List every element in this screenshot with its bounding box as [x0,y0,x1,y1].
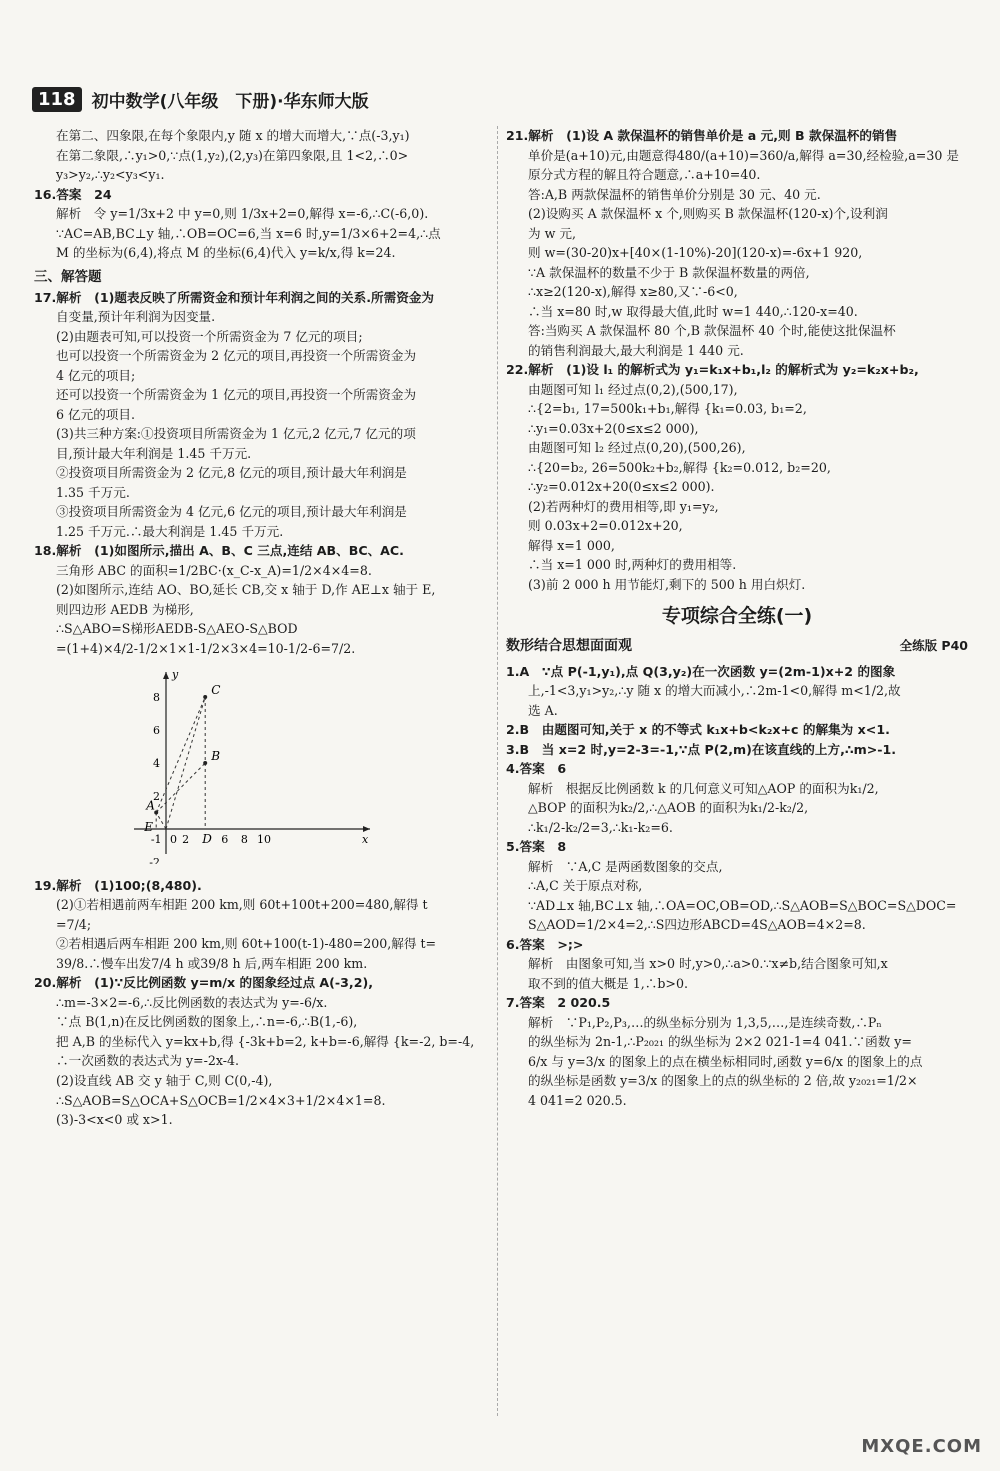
answer-line: ∴S△ABO=S梯形AEDB-S△AEO-S△BOD [56,621,298,637]
answer-line: 由题图可知 l₂ 经过点(0,20),(500,26), [528,440,746,456]
x-tick-label: 8 [240,833,248,847]
answer-line: ∵A 款保温杯的数量不少于 B 款保温杯数量的两倍, [528,264,810,280]
section-heading: 三、解答题 [34,268,102,285]
y-tick-label: -2 [149,856,160,865]
answer-line: =7/4; [56,916,92,932]
y-tick-label: 2 [153,790,160,804]
answer-line: 自变量,预计年利润为因变量. [56,309,216,325]
watermark-logo: MXQE.COM [861,1436,982,1457]
column-divider [497,126,498,1416]
answer-line: ∴{2=b₁, 17=500k₁+b₁,解得 {k₁=0.03, b₁=2, [528,401,807,417]
special-section-title: 专项综合全练(一) [661,605,813,628]
answer-line: 原分式方程的解且符合题意,∴a+10=40. [528,167,761,183]
answer-line: 4 041=2 020.5. [528,1092,627,1108]
answer-line: (2)如图所示,连结 AO、BO,延长 CB,交 x 轴于 D,作 AE⊥x 轴于 E, [56,582,436,598]
answer-line: 答:当购买 A 款保温杯 80 个,B 款保温杯 40 个时,能使这批保温杯 [528,323,896,339]
answer-line: 解析 由图象可知,当 x>0 时,y>0,∴a>0.∵x≠b,结合图象可知,x [528,956,888,972]
answer-line: (3)共三种方案:①投资项目所需资金为 1 亿元,2 亿元,7 亿元的项 [56,426,416,442]
point-c [203,695,207,699]
question-line: 20.解析 (1)∵反比例函数 y=m/x 的图象经过点 A(-3,2), [34,975,373,991]
answer-line: y₃>y₂,∴y₂<y₃<y₁. [56,167,165,183]
answer-line: M 的坐标为(6,4),将点 M 的坐标(6,4)代入 y=k/x,得 k=24. [56,245,396,261]
page-header [32,84,369,114]
point-label-c: C [211,683,221,698]
segment-ab [156,763,205,813]
point-label-b: B [211,749,221,764]
answer-line: 解析 根据反比例函数 k 的几何意义可知△AOP 的面积为k₁/2, [528,780,879,796]
answer-line: (2)由题表可知,可以投资一个所需资金为 7 亿元的项目; [56,328,363,344]
question-line: 3.B 当 x=2 时,y=2-3=-1,∵点 P(2,m)在该直线的上方,∴m>-1. [506,741,897,757]
question-line: 7.答案 2 020.5 [506,995,611,1011]
answer-line: 解析 令 y=1/3x+2 中 y=0,则 1/3x+2=0,解得 x=-6,∴C(-6,0). [56,206,429,222]
question-line: 18.解析 (1)如图所示,描出 A、B、C 三点,连结 AB、BC、AC. [34,543,404,559]
answer-line: 上,-1<3,y₁>y₂,∴y 随 x 的增大而减小,∴2m-1<0,解得 m<1/2,故 [528,683,901,699]
answer-line: ∴y₂=0.012x+20(0≤x≤2 000). [528,479,715,495]
special-section-subtitle [506,636,968,658]
answer-line: (2)①若相遇前两车相距 200 km,则 60t+100t+200=480,解得 t [56,897,428,913]
question-line: 4.答案 6 [506,761,567,777]
x-tick-label: 6 [221,833,229,847]
point-label-e: E [144,820,153,835]
answer-line: 的纵坐标是函数 y=3/x 的图象上的点的纵坐标的 2 倍,故 y₂₀₂₁=1/2× [528,1073,918,1089]
question-line: 6.答案 >;> [506,936,584,952]
answer-line: ②若相遇后两车相距 200 km,则 60t+100(t-1)-480=200,解得 t= [56,936,437,952]
answer-line: ②投资项目所需资金为 2 亿元,8 亿元的项目,预计最大年利润是 [56,465,407,481]
answer-line: ∵AC=AB,BC⊥y 轴,∴OB=OC=6,当 x=6 时,y=1/3×6+2=4,∴点 [56,225,441,241]
subtitle-text: 数形结合思想面面观 [506,637,632,654]
answer-line: 6 亿元的项目. [56,406,135,422]
answer-line: ∴一次函数的表达式为 y=-2x-4. [56,1053,240,1069]
answer-line: ∴S△AOB=S△OCA+S△OCB=1/2×4×3+1/2×4×1=8. [56,1092,386,1108]
answer-line: ∴A,C 关于原点对称, [528,878,643,894]
answer-line: 1.35 千万元. [56,484,130,500]
page-number: 118 [32,87,82,112]
answer-line: ∵点 B(1,n)在反比例函数的图象上,∴n=-6,∴B(1,-6), [56,1014,358,1030]
answer-line: ③投资项目所需资金为 4 亿元,6 亿元的项目,预计最大年利润是 [56,504,407,520]
answer-line: 解析 ∵A,C 是两函数图象的交点, [528,858,723,874]
point-label-a: A [146,798,155,813]
answer-line: 三角形 ABC 的面积=1/2BC·(x_C-x_A)=1/2×4×4=8. [56,562,372,578]
point-label-d: D [202,832,212,847]
question-line: 2.B 由题图可知,关于 x 的不等式 k₁x+b<k₂x+c 的解集为 x<1. [506,722,890,738]
answer-line: 在第二、四象限,在每个象限内,y 随 x 的增大而增大,∵点(-3,y₁) [56,128,410,143]
answer-line: 则 w=(30-20)x+[40×(1-10%)-20](120-x)=-6x+1 920, [528,245,863,261]
answer-line: 的纵坐标为 2n-1,∴P₂₀₂₁ 的纵坐标为 2×2 021-1=4 041.∵函数 y= [528,1034,912,1050]
right-text-block-2 [506,662,968,1111]
answer-line: 选 A. [528,702,558,718]
question-line: 17.解析 (1)题表反映了所需资金和预计年利润之间的关系.所需资金为 [34,289,434,305]
answer-line: 则四边形 AEDB 为梯形, [56,601,194,617]
answer-line: ∴当 x=80 时,w 取得最大值,此时 w=1 440,∴120-x=40. [528,303,858,319]
answer-line: 目,预计最大年利润是 1.45 千万元. [56,445,252,461]
y-tick-label: 6 [153,724,160,738]
x-axis-label: x [362,833,369,847]
answer-line: △BOP 的面积为k₂/2,∴△AOB 的面积为k₁/2-k₂/2, [528,800,809,816]
y-tick-label: 4 [153,757,160,771]
answer-line: =(1+4)×4/2-1/2×1×1-1/2×3×4=10-1/2-6=7/2. [56,640,356,656]
y-tick-label: 8 [153,691,160,705]
answer-line: 把 A,B 的坐标代入 y=kx+b,得 {-3k+b=2, k+b=-6,解得 {k=-2, b=-4, [56,1033,475,1049]
answer-line: 则 0.03x+2=0.012x+20, [528,518,683,534]
left-text-block-1 [34,126,492,658]
page-reference: 全练版 P40 [899,637,968,653]
answer-line: 的销售利润最大,最大利润是 1 440 元. [528,342,744,358]
answer-line: S△AOD=1/2×4=2,∴S四边形ABCD=4S△AOB=4×2=8. [528,917,866,933]
answer-line: 39/8.∴慢车出发7/4 h 或39/8 h 后,两车相距 200 km. [56,955,368,971]
left-column [34,126,492,1130]
answer-line: ∴x≥2(120-x),解得 x≥80,又∵-6<0, [528,284,738,300]
answer-line: 在第二象限,∴y₁>0,∵点(1,y₂),(2,y₃)在第四象限,且 1<2,∴0> [56,147,409,163]
answer-line: ∵AD⊥x 轴,BC⊥x 轴,∴OA=OC,OB=OD,∴S△AOB=S△BOC=S△DOC= [528,897,957,913]
answer-line: (2)设直线 AB 交 y 轴于 C,则 C(0,-4), [56,1073,273,1088]
answer-line: ∴{20=b₂, 26=500k₂+b₂,解得 {k₂=0.012, b₂=20, [528,459,831,475]
answer-line: (2)设购买 A 款保温杯 x 个,则购买 B 款保温杯(120-x)个,设利润 [528,206,888,222]
answer-line: 解析 ∵P₁,P₂,P₃,…的纵坐标分别为 1,3,5,…,是连续奇数,∴Pₙ [528,1014,882,1030]
y-axis-arrow [163,672,169,679]
answer-line: 答:A,B 两款保温杯的销售单价分别是 30 元、40 元. [528,186,821,202]
question-line: 21.解析 (1)设 A 款保温杯的销售单价是 a 元,则 B 款保温杯的销售 [506,128,898,143]
answer-line: 还可以投资一个所需资金为 1 亿元的项目,再投资一个所需资金为 [56,387,417,403]
x-axis-arrow [363,826,370,832]
point-b [203,761,207,765]
answer-line: ∴当 x=1 000 时,两种灯的费用相等. [528,557,737,573]
question-line: 5.答案 8 [506,839,567,855]
x-tick-label: 2 [182,833,190,847]
x-tick-label: -1 [150,833,162,847]
answer-line: 单价是(a+10)元,由题意得480/(a+10)=360/a,解得 a=30,经检验,a=30 是 [528,147,959,163]
segment-ac [156,697,205,813]
right-text-block-1 [506,126,968,594]
answer-line: 6/x 与 y=3/x 的图象上的点在横坐标相同时,函数 y=6/x 的图象上的点 [528,1053,923,1069]
answer-line: 也可以投资一个所需资金为 2 亿元的项目,再投资一个所需资金为 [56,348,417,364]
question-line: 16.答案 24 [34,186,112,202]
answer-line: ∴m=-3×2=-6,∴反比例函数的表达式为 y=-6/x. [56,994,328,1010]
segment-oa [156,813,166,830]
question-line: 1.A ∵点 P(-1,y₁),点 Q(3,y₂)在一次函数 y=(2m-1)x+2 的图象 [506,663,896,679]
right-column [506,126,968,1110]
question-line: 19.解析 (1)100;(8,480). [34,877,202,893]
answer-line: 解得 x=1 000, [528,537,615,553]
answer-line: 4 亿元的项目; [56,367,136,383]
book-title: 初中数学(八年级 下册)·华东师大版 [91,91,369,112]
y-axis-label: y [172,668,179,682]
answer-line: ∴k₁/2-k₂/2=3,∴k₁-k₂=6. [528,819,673,835]
answer-line: (3)-3<x<0 或 x>1. [56,1112,173,1128]
answer-line: 为 w 元, [528,225,576,241]
left-text-block-2 [34,876,492,1130]
segment-oc [166,697,205,829]
answer-line: (2)若两种灯的费用相等,即 y₁=y₂, [528,498,719,514]
answer-line: 取不到的值大概是 1,∴b>0. [528,975,688,991]
answer-line: 由题图可知 l₁ 经过点(0,2),(500,17), [528,381,738,397]
answer-line: 1.25 千万元.∴最大利润是 1.45 千万元. [56,523,284,539]
question-line: 22.解析 (1)设 l₁ 的解析式为 y₁=k₁x+b₁,l₂ 的解析式为 y₂=k₂x+b₂, [506,362,919,378]
answer-line: (3)前 2 000 h 用节能灯,剩下的 500 h 用白炽灯. [528,576,806,592]
graph-svg [130,664,380,864]
origin-label: 0 [170,833,177,847]
x-tick-label: 10 [257,833,271,847]
answer-line: ∴y₁=0.03x+2(0≤x≤2 000), [528,420,699,436]
coordinate-graph [130,664,492,870]
